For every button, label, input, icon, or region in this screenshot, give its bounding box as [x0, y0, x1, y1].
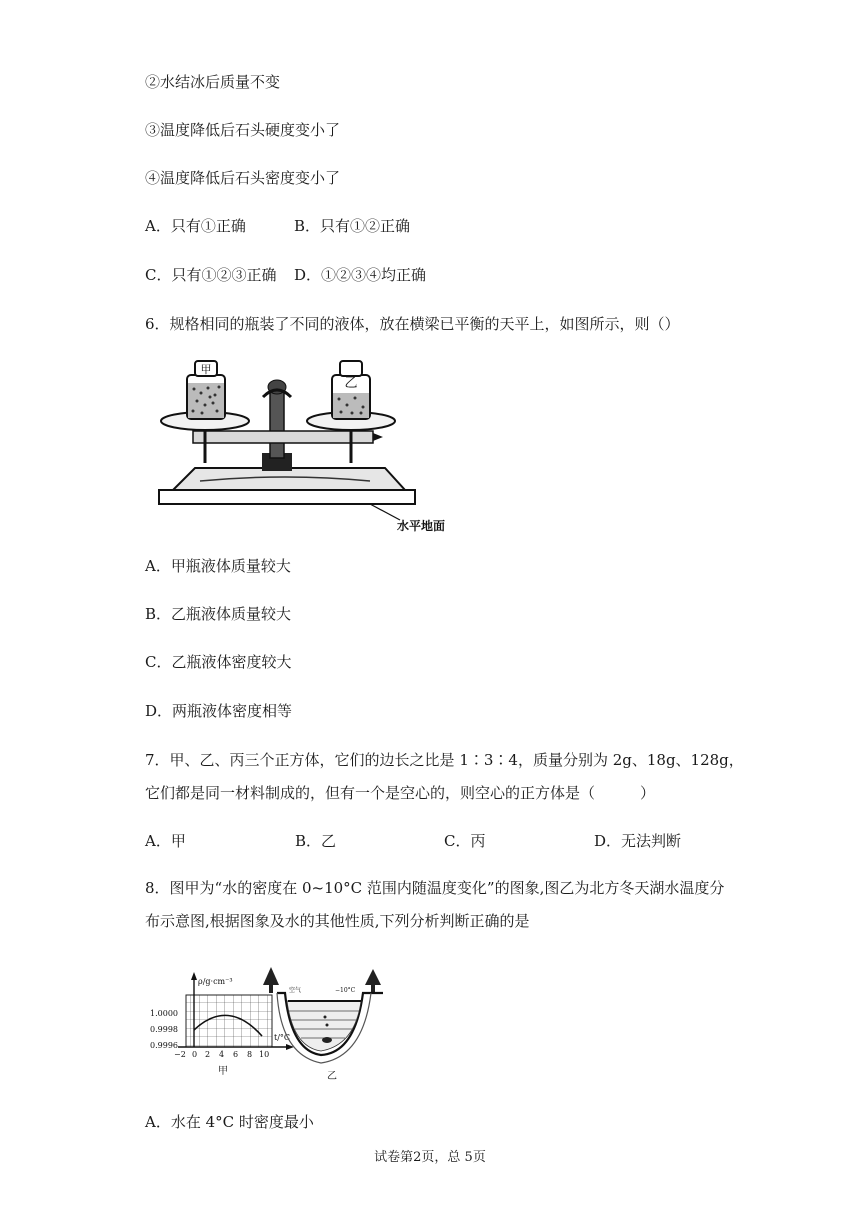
graph-x-tick: 8 — [247, 1050, 253, 1059]
tree-icon — [263, 967, 279, 993]
q5-option-c: C．只有①②③正确 — [145, 266, 277, 284]
q6-stem: 6．规格相同的瓶装了不同的液体，放在横梁已平衡的天平上，如图所示，则（） — [145, 315, 680, 333]
q7-stem-line2: 它们都是同一材料制成的，但有一个是空心的，则空心的正方体是（ ） — [145, 784, 656, 802]
graph-y-tick-2: 0.9998 — [150, 1025, 178, 1034]
q7-option-a: A．甲 — [145, 832, 186, 850]
lake-air-temperature: −10°C — [335, 987, 356, 994]
q5-statement-4: ④温度降低后石头密度变小了 — [145, 169, 341, 187]
bottle-yi — [332, 361, 370, 419]
q7-option-b: B．乙 — [295, 832, 337, 850]
bottle-jia-label: 甲 — [200, 363, 212, 376]
q5-option-d: D．①②③④均正确 — [294, 266, 427, 284]
graph-label-jia: 甲 — [218, 1066, 228, 1077]
q8-option-a: A．水在 4°C 时密度最小 — [145, 1113, 314, 1131]
bottle-yi-label: 乙 — [344, 376, 358, 391]
graph-x-axis-unit: t/°C — [274, 1033, 291, 1042]
q6-option-c: C．乙瓶液体密度较大 — [145, 653, 292, 671]
graph-x-tick: 10 — [259, 1050, 270, 1059]
graph-y-axis-label: ρ/g·cm⁻³ — [198, 977, 233, 986]
q8-stem-line1: 8．图甲为“水的密度在 0~10°C 范围内随温度变化”的图象,图乙为北方冬天湖水温度分 — [145, 879, 725, 897]
q8-stem-line2: 布示意图,根据图象及水的其他性质,下列分析判断正确的是 — [145, 912, 530, 930]
q5-statement-2: ②水结冰后质量不变 — [145, 73, 281, 91]
graph-x-tick: 4 — [219, 1050, 225, 1059]
q6-option-b: B．乙瓶液体质量较大 — [145, 605, 292, 623]
q6-option-d: D．两瓶液体密度相等 — [145, 702, 293, 720]
graph-x-tick: −2 — [174, 1050, 186, 1059]
q5-statement-3: ③温度降低后石头硬度变小了 — [145, 121, 341, 139]
q7-option-d: D．无法判断 — [594, 832, 682, 850]
graph-x-tick: 6 — [233, 1050, 239, 1059]
q7-stem-line1: 7．甲、乙、丙三个正方体，它们的边长之比是 1∶3∶4，质量分别为 2g、18g、128g， — [145, 751, 744, 769]
tree-icon — [365, 969, 381, 993]
graph-x-tick: 2 — [205, 1050, 211, 1059]
q5-option-a: A．只有①正确 — [145, 217, 246, 235]
graph-y-tick-1: 1.0000 — [150, 1009, 178, 1018]
q7-option-c: C．丙 — [444, 832, 486, 850]
balance-scale-figure — [155, 355, 446, 535]
lake-air-label: 空气 — [289, 987, 302, 994]
page-footer: 试卷第2页，总 5页 — [374, 1150, 486, 1165]
q5-option-b: B．只有①②正确 — [294, 217, 411, 235]
ground-label: 水平地面 — [397, 519, 446, 533]
lake-label-yi: 乙 — [327, 1071, 337, 1082]
graph-x-tick: 0 — [192, 1050, 198, 1059]
q6-option-a: A．甲瓶液体质量较大 — [145, 557, 291, 575]
bottle-jia — [187, 361, 225, 419]
graph-y-tick-3: 0.9996 — [150, 1041, 178, 1050]
lake-temperature-diagram — [255, 965, 390, 1085]
